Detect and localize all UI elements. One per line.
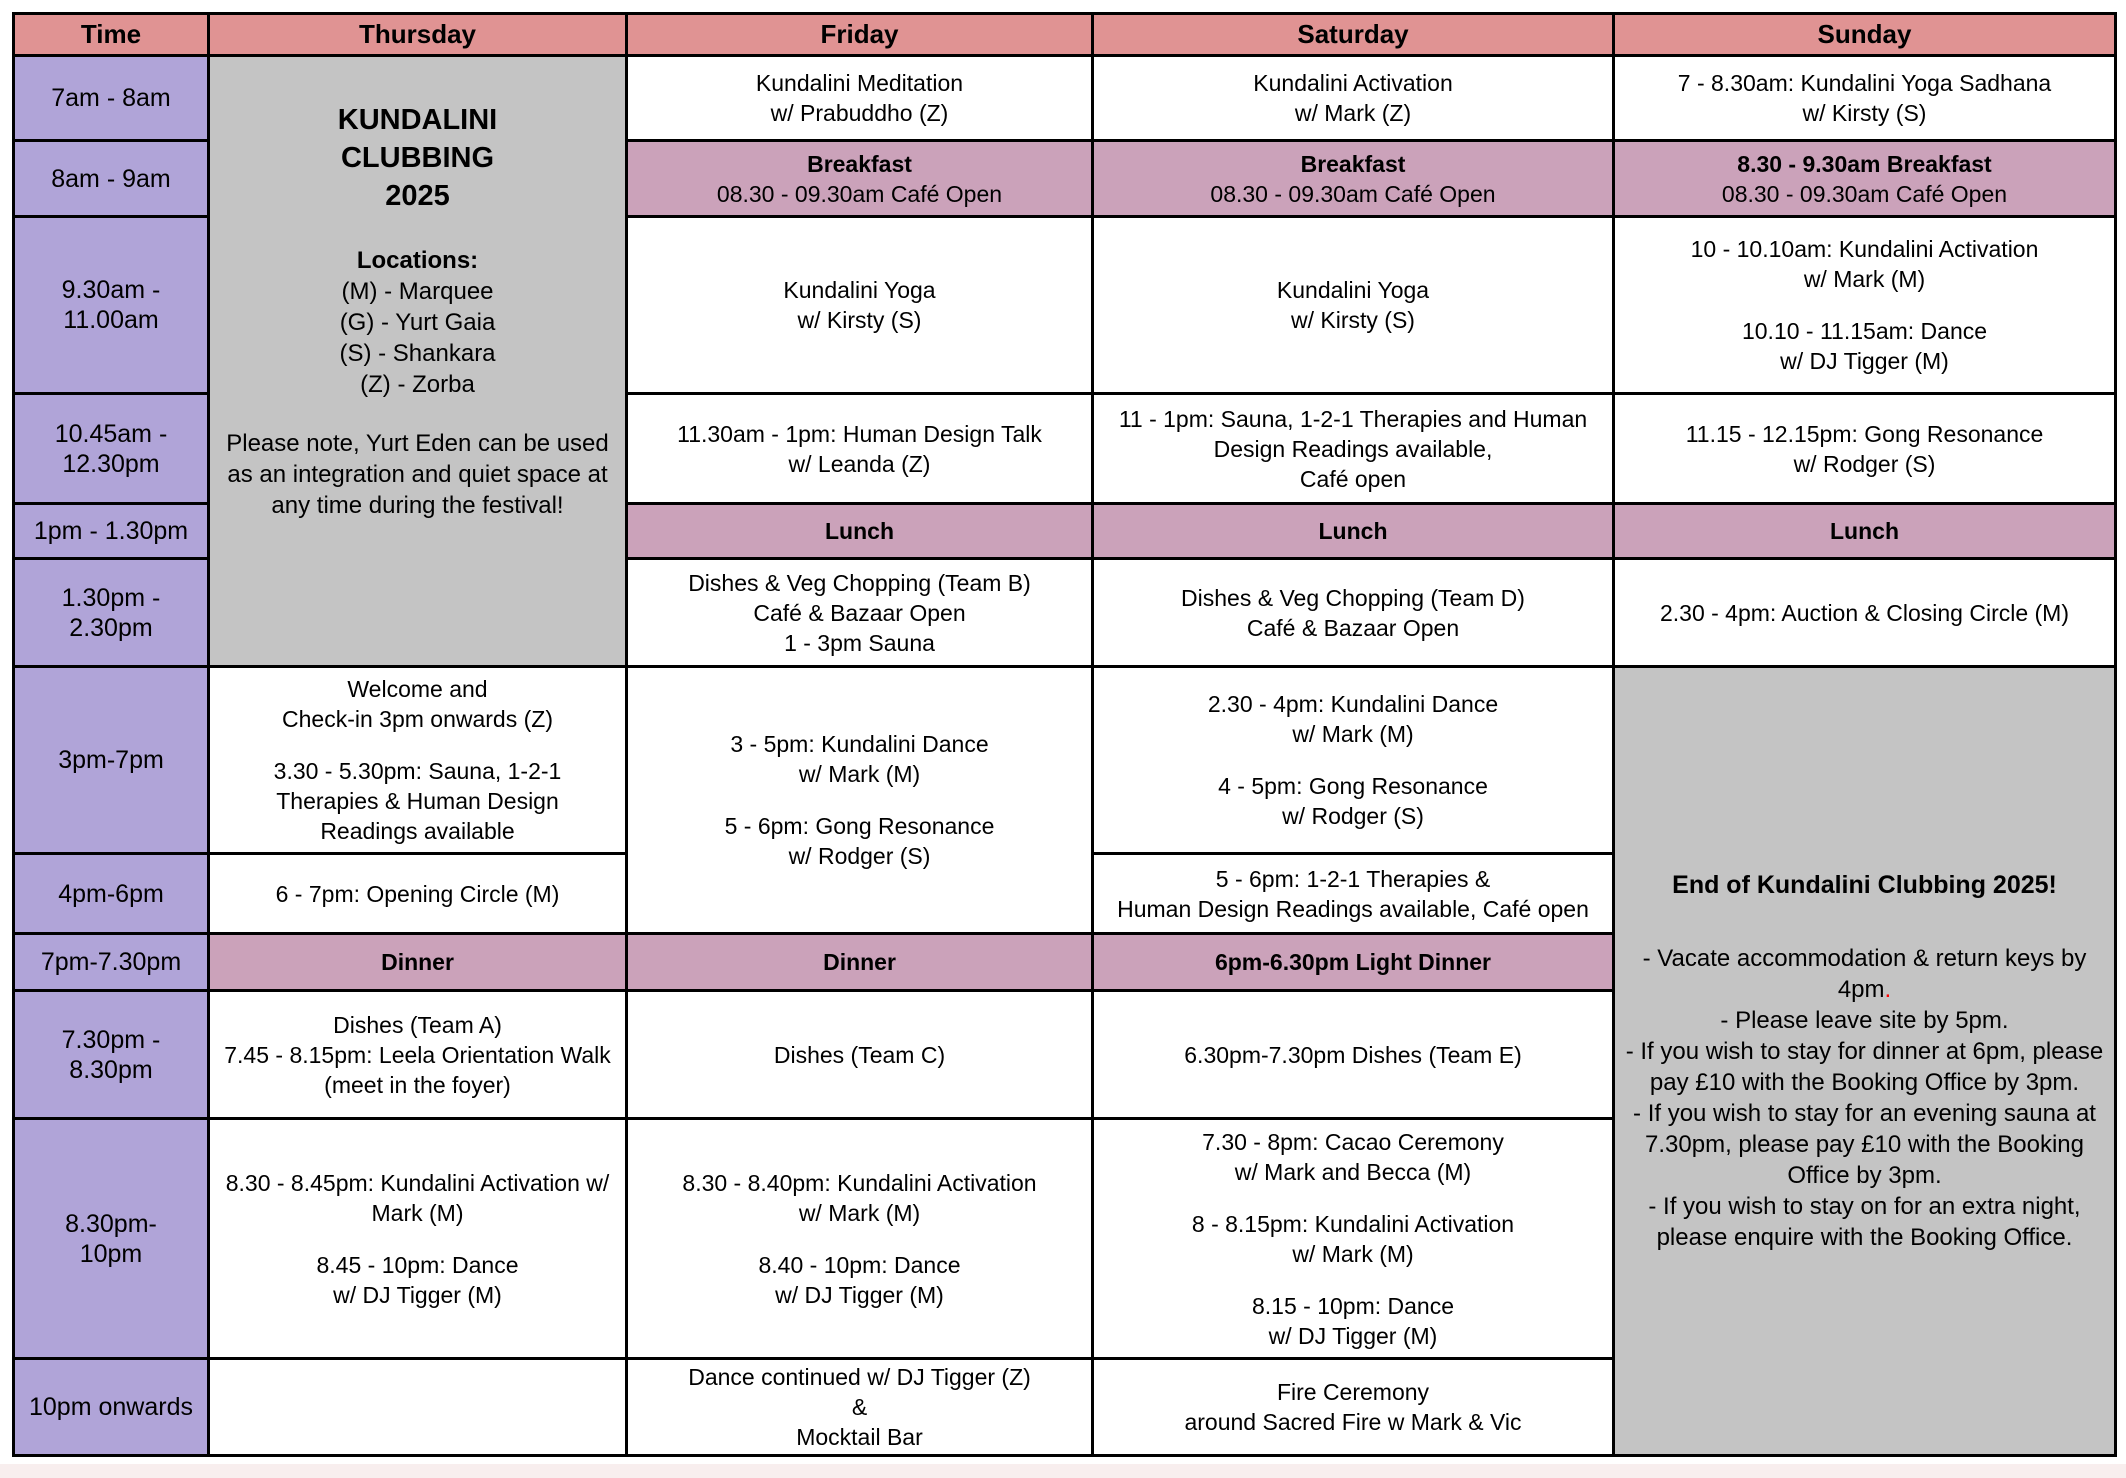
text-line: 8.30 - 9.30am Breakfast [1737,150,1992,177]
event-block [1098,68,1608,128]
row-3pm-7pm [14,667,2116,854]
text-line: 8.30 - 8.45pm: Kundalini Activation w/ [225,1169,610,1196]
cell-saturday-4pm [1093,854,1614,934]
event-block [214,1010,621,1100]
event-block [214,756,621,846]
text-line: 1 - 3pm Sauna [784,629,935,656]
text-line: 7am - 8am [51,84,171,112]
text-line: Lunch [1830,518,1899,544]
event-block [632,149,1087,179]
event-block [1619,179,2110,209]
text-line: 2.30 - 4pm: Kundalini Dance [1207,691,1499,717]
col-header-thursday: Thursday [209,14,627,56]
cell-sunday-breakfast [1614,141,2116,217]
event-block [1098,275,1608,335]
text-line: w/ DJ Tigger (M) [1268,1322,1438,1349]
text-line: 5 - 6pm: 1-2-1 Therapies & [1215,865,1491,892]
cell-sunday-130pm [1614,559,2116,667]
event-block [1098,864,1608,924]
event-block [214,879,621,909]
text-line: w/ Mark (M) [1292,1240,1414,1267]
time-cell-1pm-130pm [14,504,209,559]
event-block [1619,419,2110,479]
time-cell-10pm-onwards [14,1359,209,1456]
text-line: 08.30 - 09.30am Café Open [1210,180,1496,207]
event-block [1098,1127,1608,1187]
event-block [632,419,1087,479]
event-block [632,516,1087,546]
text-line: 8 - 8.15pm: Kundalini Activation [1191,1210,1515,1237]
event-block [1098,947,1608,977]
cell-saturday-7am [1093,56,1614,141]
time-cell-8am-9am [14,141,209,217]
thursday-info-cell [209,56,627,667]
text-line: Dance continued w/ DJ Tigger (Z) [688,1364,1031,1390]
event-block [1098,149,1608,179]
text-line: Dishes (Team C) [773,1041,946,1068]
text-line: Dishes & Veg Chopping (Team D) [1181,584,1525,611]
text-line: Kundalini Activation [1253,70,1453,96]
event-block [1619,598,2110,628]
event-block [1619,516,2110,546]
time-cell-130pm-230pm [14,559,209,667]
text-line: Mark (M) [371,1199,464,1226]
event-block [1098,771,1608,831]
event-block [1098,1040,1608,1070]
text-line: 3pm-7pm [58,746,164,774]
text-line: w/ Mark and Becca (M) [1234,1158,1472,1185]
text-line: w/ Rodger (S) [1282,803,1424,829]
cell-friday-3pm-6pm [627,667,1093,934]
cell-saturday-10pm [1093,1359,1614,1456]
event-block [632,1250,1087,1310]
schedule-table [12,12,2117,1457]
text-line: 7.45 - 8.15pm: Leela Orientation Walk [224,1041,611,1068]
cell-friday-dinner [627,934,1093,991]
event-block [632,947,1087,977]
text-line: Café & Bazaar Open [753,599,966,626]
locations-key: Locations: (M) - Marquee (G) - Yurt Gaia (S) - Shankara (Z) - Zorba [339,247,496,398]
text-line: 2.30 - 4pm: Auction & Closing Circle (M) [1659,599,2070,626]
time-cell-3pm-7pm [14,667,209,854]
text-line: 10pm onwards [29,1393,193,1421]
text-line: Dishes & Veg Chopping (Team B) [688,569,1031,596]
cell-thursday-830pm [209,1119,627,1359]
event-block [1619,149,2110,179]
col-header-saturday: Saturday [1093,14,1614,56]
cell-saturday-130pm [1093,559,1614,667]
cell-saturday-light-dinner [1093,934,1614,991]
text-line: 3.30 - 5.30pm: Sauna, 1-2-1 [273,758,562,784]
cell-friday-1045am [627,394,1093,504]
text-line: w/ Rodger (S) [1793,450,1936,477]
text-line: Mocktail Bar [796,1424,923,1450]
cell-thursday-10pm [209,1359,627,1456]
cell-sunday-7am [1614,56,2116,141]
cell-saturday-1045am [1093,394,1614,504]
text-line: 8.45 - 10pm: Dance [316,1251,519,1278]
event-block [1098,1377,1608,1437]
text-line: w/ DJ Tigger (M) [775,1281,944,1308]
text-line: 8.30pm [69,1055,153,1084]
event-block [214,1168,621,1228]
cell-thursday-4pm [209,854,627,934]
text-line: Design Readings available, [1213,435,1493,462]
yurt-eden-note: Please note, Yurt Eden can be used as an integration and quiet space at any time during the festival! [226,430,609,519]
text-line: 8.40 - 10pm: Dance [758,1251,961,1278]
cell-friday-10pm [627,1359,1093,1456]
event-block [632,275,1087,335]
text-line: Breakfast [807,150,912,177]
col-header-sunday: Sunday [1614,14,2116,56]
cell-friday-lunch [627,504,1093,559]
text-line: Kundalini Yoga [1276,277,1430,303]
text-line: 08.30 - 09.30am Café Open [1721,180,2008,207]
cell-saturday-3pm [1093,667,1614,854]
text-line: 10.10 - 11.15am: Dance [1741,318,1988,344]
col-header-time: Time [14,14,209,56]
text-line: w/ DJ Tigger (M) [333,1281,502,1308]
text-line: 6 - 7pm: Opening Circle (M) [275,880,560,907]
sunday-end-cell [1614,667,2116,1456]
text-line: Fire Ceremony [1276,1379,1430,1405]
text-line: 11.30am - 1pm: Human Design Talk [677,420,1042,447]
event-block [214,947,621,977]
event-block [1098,1209,1608,1269]
text-line: (meet in the foyer) [324,1071,511,1098]
cell-friday-130pm [627,559,1093,667]
text-line: Kundalini Meditation [755,70,964,96]
cell-saturday-830pm [1093,1119,1614,1359]
time-cell-7pm-730pm [14,934,209,991]
text-line: 2.30pm [69,613,153,642]
text-line: 1pm - 1.30pm [33,517,189,545]
text-line: Therapies & Human Design [276,788,559,814]
text-line: Dishes (Team A) [333,1011,502,1038]
cell-thursday-3pm [209,667,627,854]
cell-saturday-breakfast [1093,141,1614,217]
text-line: 8am - 9am [51,164,171,193]
cell-saturday-730pm [1093,991,1614,1119]
cell-friday-breakfast [627,141,1093,217]
event-block [1619,68,2110,128]
text-line: 8.15 - 10pm: Dance [1251,1292,1454,1319]
text-line: 5 - 6pm: Gong Resonance [724,813,995,839]
text-line: 9.30am - [61,276,161,304]
text-line: w/ DJ Tigger (M) [1780,348,1949,374]
text-line: w/ Mark (M) [1292,721,1414,747]
text-line: 7pm-7.30pm [40,948,182,976]
event-block [1619,316,2110,376]
text-line: 6pm-6.30pm Light Dinner [1214,949,1492,975]
text-line: 10.45am - [54,419,168,448]
text-line: w/ Kirsty (S) [1291,307,1415,333]
text-line: 6.30pm-7.30pm Dishes (Team E) [1184,1041,1522,1068]
text-line: Café open [1299,465,1407,492]
red-period: . [1884,975,1892,1003]
text-line: w/ Prabuddho (Z) [770,100,949,126]
text-line: w/ Mark (M) [1803,266,1926,292]
text-line: Dinner [381,949,454,975]
event-block [1098,1291,1608,1351]
event-block [632,1362,1087,1452]
end-title: End of Kundalini Clubbing 2025! [1672,870,2057,899]
text-line: 10pm [79,1239,143,1268]
text-line: Readings available [320,818,515,844]
text-line: around Sacred Fire w Mark & Vic [1184,1409,1522,1435]
text-line: 3 - 5pm: Kundalini Dance [730,731,989,757]
text-line: 08.30 - 09.30am Café Open [716,180,1003,207]
text-line: 4pm-6pm [58,879,164,908]
header-row [14,14,2116,56]
event-block [632,568,1087,658]
time-cell-830pm-10pm [14,1119,209,1359]
text-line: 10 - 10.10am: Kundalini Activation [1690,236,2039,262]
event-block [632,729,1087,789]
time-cell-4pm-6pm [14,854,209,934]
bottom-page-strip [0,1464,2126,1478]
cell-friday-830pm [627,1119,1093,1359]
text-line: 11.00am [63,306,159,334]
cell-saturday-lunch [1093,504,1614,559]
time-cell-1045am-1230pm [14,394,209,504]
text-line: w/ Kirsty (S) [1802,100,1927,126]
text-line: Lunch [825,518,894,544]
text-line: w/ Mark (M) [798,1199,921,1226]
event-block [1098,179,1608,209]
text-line: 11 - 1pm: Sauna, 1-2-1 Therapies and Human [1118,405,1588,432]
text-line: Check-in 3pm onwards (Z) [282,706,553,732]
text-line: Café & Bazaar Open [1246,614,1460,641]
text-line: 11.15 - 12.15pm: Gong Resonance [1685,420,2044,447]
text-line: 7 - 8.30am: Kundalini Yoga Sadhana [1677,70,2052,96]
cell-friday-7am [627,56,1093,141]
text-line: Dinner [823,949,896,975]
cell-sunday-930am [1614,217,2116,394]
event-block [1098,404,1608,494]
event-block [632,179,1087,209]
event-block [1098,516,1608,546]
text-line: 4 - 5pm: Gong Resonance [1218,773,1488,799]
event-block [1098,583,1608,643]
text-line: w/ Kirsty (S) [797,307,922,333]
cell-saturday-930am [1093,217,1614,394]
event-block [1619,234,2110,294]
cell-friday-930am [627,217,1093,394]
time-cell-730pm-830pm [14,991,209,1119]
cell-thursday-730pm [209,991,627,1119]
text-line: 8.30 - 8.40pm: Kundalini Activation [682,1169,1037,1196]
text-line: Welcome and [347,676,488,702]
event-block [214,674,621,734]
festival-title: KUNDALINI CLUBBING 2025 [337,104,498,212]
text-line: 7.30 - 8pm: Cacao Ceremony [1202,1128,1504,1155]
end-notes: - Vacate accommodation & return keys by 4pm. - Please leave site by 5pm. - If you wish to stay for dinner at 6pm, please pay £10 with the Booking Office by 3pm. - If you wish to stay for an evening sauna at 7.30pm, please pay £10 with the Booking Office by 3pm. - If you wish to stay on for an extra night, please enquire with the Booking Office. [1625,944,2104,1251]
text-line: w/ Leanda (Z) [788,450,931,477]
event-block [214,1250,621,1310]
event-block [632,1040,1087,1070]
time-cell-930am-11am [14,217,209,394]
text-line: 7.30pm - [61,1025,161,1054]
text-line: 8.30pm- [65,1209,157,1238]
text-line: w/ Mark (Z) [1294,100,1412,126]
event-block [1098,689,1608,749]
event-block [632,1168,1087,1228]
cell-friday-730pm [627,991,1093,1119]
event-block [632,68,1087,128]
text-line: Lunch [1318,518,1388,544]
text-line: w/ Mark (M) [798,761,921,787]
cell-thursday-dinner [209,934,627,991]
text-line: 1.30pm - [61,583,161,612]
text-line: & [851,1394,868,1420]
time-cell-7am-8am [14,56,209,141]
text-line: Kundalini Yoga [783,277,936,303]
row-7am-8am [14,56,2116,141]
cell-sunday-lunch [1614,504,2116,559]
text-line: Breakfast [1300,150,1406,177]
col-header-friday: Friday [627,14,1093,56]
text-line: w/ Rodger (S) [788,843,931,869]
cell-sunday-1045am [1614,394,2116,504]
event-block [632,811,1087,871]
text-line: 12.30pm [62,449,160,478]
text-line: Human Design Readings available, Café open [1117,895,1589,922]
